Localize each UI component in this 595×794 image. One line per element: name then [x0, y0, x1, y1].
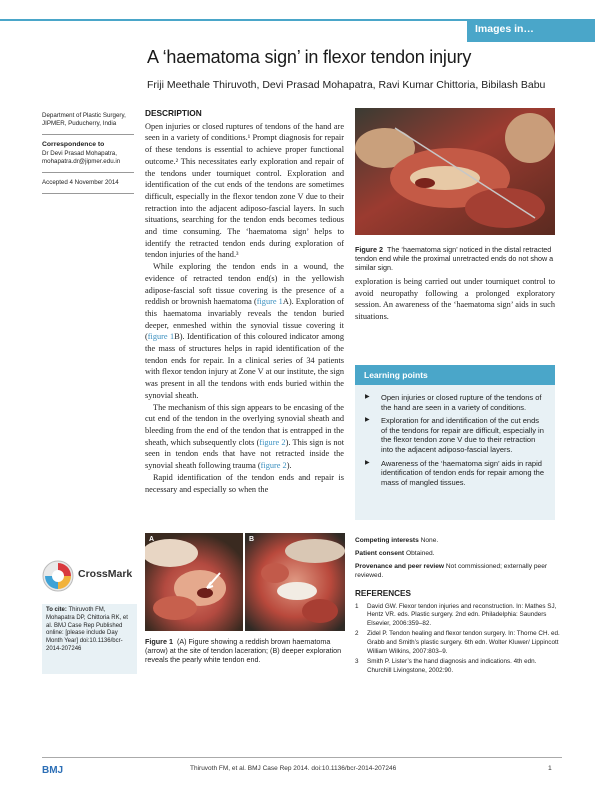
caption-text: (A) Figure showing a reddish brown haematoma (arrow) at the site of tendon laceration; (B) deeper exploration reveals the pearly white tendon end. — [145, 637, 342, 664]
author-list: Friji Meethale Thiruvoth, Devi Prasad Mohapatra, Ravi Kumar Chittoria, Bibilash Babu — [147, 79, 546, 91]
cite-label: To cite: — [46, 607, 67, 613]
page-number: 1 — [548, 765, 552, 772]
divider — [42, 134, 134, 135]
meta-label: Provenance and peer review — [355, 563, 445, 570]
description-heading: DESCRIPTION — [145, 108, 202, 118]
paragraph — [145, 261, 344, 401]
crossmark-label: CrossMark — [78, 568, 133, 580]
text-run: B). Identification of this coloured indicator among the mass of structures helps in rapid identification of the tendon ends for repair. In a clinical series of 34 patients with flexor tendon injury at Zone V at our institute, the sign was present in all the tendons with ends buried within the synovial sheath. — [145, 332, 344, 400]
text-run: ). This sign is not seen in tendon ends that have not retracted inside the synovial sheath following trauma ( — [145, 437, 344, 471]
bmj-logo: BMJ — [42, 765, 64, 776]
learning-points-list — [355, 385, 555, 487]
meta-label: Patient consent — [355, 550, 405, 557]
reference-text: Zidel P. Tendon healing and flexor tendon surgery. In: Thorne CH. ed. Grabb and Smith’s plastic surgery. 6th edn. Wolter Kluwer/ Lippincott William Wilkins, 2007:803–9. — [367, 630, 560, 655]
meta-value: None. — [420, 537, 439, 544]
patient-consent — [355, 549, 560, 558]
correspondence-heading: Correspondence to — [42, 141, 105, 149]
accepted-date: Accepted 4 November 2014 — [42, 179, 119, 187]
reference-text: Smith P. Lister’s the hand diagnosis and indications. 4th edn. Churchill Livingstone, 2002:90. — [367, 658, 537, 674]
references-heading: REFERENCES — [355, 589, 411, 598]
figure-link[interactable]: figure 2 — [260, 461, 287, 471]
reference-list — [355, 603, 560, 676]
text-run: While exploring the tendon ends in a wound, the evidence of retracted tendon end(s) in the yellowish adipose-fascial soft tissue covering is the presence of a reddish or brownish haematoma ( — [145, 262, 344, 307]
reference-number: 1 — [355, 602, 359, 610]
figure-link[interactable]: figure 1 — [256, 297, 283, 307]
competing-interests — [355, 536, 560, 545]
page-footer — [0, 757, 595, 787]
footer-citation: Thiruvoth FM, et al. BMJ Case Rep 2014. doi:10.1136/bcr-2014-207246 — [190, 765, 397, 772]
meta-value: Obtained. — [405, 550, 435, 557]
divider — [42, 172, 134, 173]
text-run: ). — [286, 461, 292, 471]
learning-points-box — [355, 365, 555, 520]
footer-rule — [42, 757, 562, 758]
list-item: ▶ Awareness of the ‘haematoma sign’ aids in rapid identification of tendon ends for repair among the mass of mangled tissues. — [363, 459, 545, 488]
paragraph: Open injuries or closed ruptures of tendons of the hand are seen in a variety of conditions.¹ Prompt diagnosis for repair of these tendons is essential to achieve proper functional outcome.² This necessitates early exploration and repair of the tendons under tourniquet control. Exploration and identification of the cut ends of the tendons are sometimes difficult, especially in the flexor tendon zone V due to their retraction into the adjacent adiposo-fascial layers. In such situations, searching for the tendon ends becomes tedious and time consuming. The ‘haematoma sign’ helps to identify the retracted tendon ends during exploration of tendon injuries of the hand.³ — [145, 121, 344, 260]
figure2-caption — [355, 245, 555, 272]
list-item: ▶ Open injuries or closed rupture of the tendons of the hand are seen in a variety of conditions. — [363, 393, 545, 412]
crossmark-icon — [42, 560, 74, 592]
panel-label-a: A — [149, 536, 155, 543]
surgical-photo-b — [245, 533, 345, 631]
continuation-column — [355, 276, 555, 323]
figure1-photo-b — [245, 533, 345, 631]
correspondence-details: Dr Devi Prasad Mohapatra, mohapatra.dr@jipmer.edu.in — [42, 149, 121, 165]
reference-item — [355, 658, 560, 675]
caption-label: Figure 2 — [355, 245, 383, 254]
header-band — [0, 19, 595, 42]
figure-link[interactable]: figure 1 — [147, 332, 175, 342]
crossmark-badge[interactable] — [42, 560, 134, 590]
cite-text: Thiruvoth FM, Mohapatra DP, Chittoria RK, et al. BMJ Case Rep Published online: [please include Day Month Year] doi:10.1136/bcr-2014-207246 — [46, 607, 128, 652]
description-column — [145, 108, 344, 495]
reference-item — [355, 603, 560, 629]
figure1-caption — [145, 637, 345, 664]
figure-link[interactable]: figure 2 — [259, 437, 286, 447]
figure1-photo-a — [145, 533, 243, 631]
paragraph: exploration is being carried out under tourniquet control to avoid neuropathy following a prolonged exploratory session. An awareness of the ‘haematoma sign’ aids in such situations. — [355, 277, 555, 322]
caption-text: The ‘haematoma sign’ noticed in the distal retracted tendon end while the proximal unretracted ends do not show a similar sign. — [355, 245, 554, 272]
divider — [42, 193, 134, 194]
reference-number: 2 — [355, 630, 359, 638]
sidebar — [42, 112, 134, 200]
caption-label: Figure 1 — [145, 637, 173, 646]
panel-label-b: B — [249, 536, 255, 543]
reference-text: David GW. Flexor tendon injuries and reconstruction. In: Mathes SJ, Hentz VR. eds. Plastic surgery. 2nd edn. Philadelphia: Saunders Elsevier, 2006:359–82. — [367, 602, 557, 627]
article-title: A ‘haematoma sign’ in flexor tendon injury — [147, 47, 472, 67]
section-tab: Images in… — [467, 19, 595, 42]
article-meta — [355, 536, 560, 584]
figure2-photo — [355, 108, 555, 235]
reference-item — [355, 630, 560, 656]
citation-box — [42, 604, 137, 674]
affiliation: Department of Plastic Surgery, JIPMER, Puducherry, India — [42, 112, 126, 128]
paragraph — [145, 402, 344, 472]
paragraph: Rapid identification of the tendon ends and repair is necessary and especially so when the — [145, 472, 344, 494]
list-item: ▶ Exploration for and identification of the cut ends of the tendons for repair are difficult, especially in the flexor tendon zone V due to their retraction into the adjacent adiposo-fascial layers. — [363, 416, 545, 454]
surgical-photo-a — [145, 533, 243, 631]
learning-points-heading: Learning points — [355, 365, 555, 385]
surgical-photo-c — [355, 108, 555, 235]
reference-number: 3 — [355, 658, 359, 666]
provenance — [355, 562, 560, 580]
text-run: A). Exploration of this haematoma invariably reveals the tendon buried deeper, enmeshed within the synovial tissue covering it ( — [145, 297, 344, 342]
text-run: The mechanism of this sign appears to be encasing of the cut end of the tendon in the overlying synovial sheath and bleeding from the end of the tendon that is entrapped in the sheath, which subsequently clots ( — [145, 402, 344, 447]
meta-label: Competing interests — [355, 537, 419, 544]
meta-value: Not commissioned; externally peer reviewed. — [355, 563, 548, 579]
references — [355, 590, 560, 677]
